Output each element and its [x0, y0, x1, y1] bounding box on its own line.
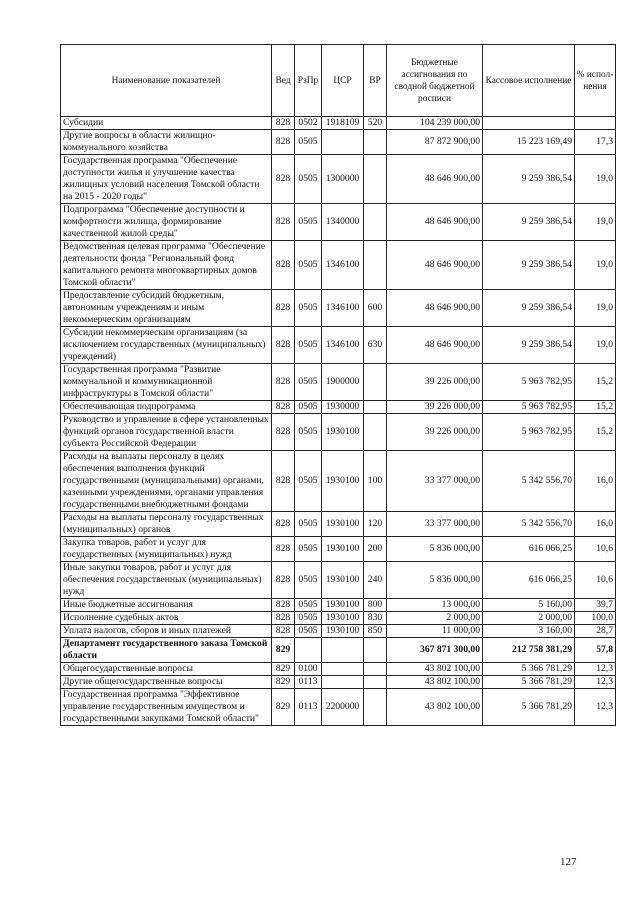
cell-pct: 19,0	[575, 327, 616, 364]
cell-vr: 520	[364, 117, 387, 130]
cell-pct: 16,0	[575, 512, 616, 537]
cell-cash: 9 259 386,54	[483, 290, 575, 327]
cell-budget: 39 226 000,00	[387, 401, 483, 414]
cell-ved: 828	[272, 290, 295, 327]
cell-name: Иные бюджетные ассигнования	[61, 599, 272, 612]
table-row	[61, 117, 616, 130]
cell-vr	[364, 689, 387, 726]
cell-vr	[364, 364, 387, 401]
cell-pct: 12,3	[575, 676, 616, 689]
cell-csr: 1346100	[322, 241, 364, 290]
cell-csr: 1930100	[322, 451, 364, 512]
table-row	[61, 689, 616, 726]
cell-name: Уплата налогов, сборов и иных платежей	[61, 625, 272, 638]
cell-cash: 5 963 782,95	[483, 401, 575, 414]
cell-pct: 57,8	[575, 638, 616, 663]
cell-csr: 1346100	[322, 327, 364, 364]
cell-name: Расходы на выплаты персоналу государственных (муниципальных) органов	[61, 512, 272, 537]
table-row	[61, 537, 616, 562]
cell-vr: 100	[364, 451, 387, 512]
cell-csr: 1930100	[322, 562, 364, 599]
cell-csr: 2200000	[322, 689, 364, 726]
cell-ved: 828	[272, 364, 295, 401]
cell-budget: 104 239 000,00	[387, 117, 483, 130]
table-row	[61, 562, 616, 599]
cell-ved: 828	[272, 562, 295, 599]
cell-vr: 240	[364, 562, 387, 599]
cell-csr: 1900000	[322, 364, 364, 401]
cell-rzpr: 0113	[295, 689, 322, 726]
cell-ved: 828	[272, 612, 295, 625]
cell-ved: 829	[272, 689, 295, 726]
cell-pct	[575, 117, 616, 130]
cell-budget: 13 000,00	[387, 599, 483, 612]
cell-cash: 15 223 169,49	[483, 130, 575, 155]
cell-pct: 12,3	[575, 689, 616, 726]
cell-name: Исполнение судебных актов	[61, 612, 272, 625]
cell-csr: 1930100	[322, 537, 364, 562]
cell-cash: 2 000,00	[483, 612, 575, 625]
cell-ved: 828	[272, 155, 295, 204]
cell-pct: 19,0	[575, 204, 616, 241]
cell-cash: 5 342 556,70	[483, 512, 575, 537]
cell-rzpr: 0505	[295, 451, 322, 512]
cell-name: Обеспечивающая подпрограмма	[61, 401, 272, 414]
cell-pct: 10,6	[575, 537, 616, 562]
cell-budget: 43 802 100,00	[387, 689, 483, 726]
cell-cash: 5 160,00	[483, 599, 575, 612]
cell-csr: 1930100	[322, 414, 364, 451]
cell-pct: 10,6	[575, 562, 616, 599]
table-row	[61, 612, 616, 625]
cell-rzpr: 0505	[295, 241, 322, 290]
cell-pct: 19,0	[575, 241, 616, 290]
cell-csr	[322, 663, 364, 676]
table-row	[61, 241, 616, 290]
header-csr: ЦСР	[322, 45, 364, 117]
cell-budget: 5 836 000,00	[387, 562, 483, 599]
cell-name: Другие общегосударственные вопросы	[61, 676, 272, 689]
header-row	[61, 45, 616, 117]
cell-name: Государственная программа "Развитие коммунальной и коммуникационной инфраструктуры в Томской области"	[61, 364, 272, 401]
cell-csr: 1346100	[322, 290, 364, 327]
cell-name: Государственная программа "Обеспечение доступности жилья и улучшение качества жилищных условий населения Томской области на 2015 - 2020 годы"	[61, 155, 272, 204]
header-pct: % испол-нения	[575, 45, 616, 117]
cell-csr: 1340000	[322, 204, 364, 241]
cell-pct: 28,7	[575, 625, 616, 638]
cell-vr	[364, 638, 387, 663]
cell-ved: 828	[272, 117, 295, 130]
cell-ved: 828	[272, 130, 295, 155]
cell-vr	[364, 663, 387, 676]
cell-name: Другие вопросы в области жилищно-коммунального хозяйства	[61, 130, 272, 155]
cell-ved: 828	[272, 204, 295, 241]
cell-pct: 19,0	[575, 290, 616, 327]
header-budget: Бюджетные ассигнования по сводной бюджетной росписи	[387, 45, 483, 117]
cell-cash: 9 259 386,54	[483, 155, 575, 204]
cell-pct: 15,2	[575, 401, 616, 414]
cell-cash: 5 963 782,95	[483, 364, 575, 401]
table-row	[61, 327, 616, 364]
table-row	[61, 625, 616, 638]
cell-cash: 9 259 386,54	[483, 241, 575, 290]
cell-budget: 48 646 900,00	[387, 155, 483, 204]
cell-budget: 43 802 100,00	[387, 676, 483, 689]
cell-ved: 828	[272, 512, 295, 537]
cell-name: Руководство и управление в сфере установленных функций органов государственной власти субъекта Российской Федерации	[61, 414, 272, 451]
table-row	[61, 364, 616, 401]
cell-name: Иные закупки товаров, работ и услуг для обеспечения государственных (муниципальных) нужд	[61, 562, 272, 599]
cell-vr	[364, 414, 387, 451]
cell-budget: 48 646 900,00	[387, 241, 483, 290]
cell-name: Предоставление субсидий бюджетным, автономным учреждениям и иным некоммерческим организациям	[61, 290, 272, 327]
cell-budget: 5 836 000,00	[387, 537, 483, 562]
table-row	[61, 451, 616, 512]
cell-vr	[364, 241, 387, 290]
cell-name: Субсидии	[61, 117, 272, 130]
cell-vr: 200	[364, 537, 387, 562]
header-vr: ВР	[364, 45, 387, 117]
cell-name: Закупка товаров, работ и услуг для государственных (муниципальных) нужд	[61, 537, 272, 562]
cell-vr: 850	[364, 625, 387, 638]
cell-name: Субсидии некоммерческим организациям (за исключением государственных (муниципальных) учреждений)	[61, 327, 272, 364]
cell-rzpr: 0505	[295, 512, 322, 537]
cell-cash: 5 366 781,29	[483, 676, 575, 689]
cell-csr: 1930100	[322, 599, 364, 612]
cell-vr: 600	[364, 290, 387, 327]
cell-budget: 87 872 900,00	[387, 130, 483, 155]
cell-pct: 15,2	[575, 364, 616, 401]
cell-ved: 828	[272, 241, 295, 290]
cell-rzpr: 0505	[295, 625, 322, 638]
table-row	[61, 663, 616, 676]
cell-rzpr: 0505	[295, 537, 322, 562]
cell-pct: 19,0	[575, 155, 616, 204]
cell-csr: 1300000	[322, 155, 364, 204]
header-cash: Кассовое исполнение	[483, 45, 575, 117]
cell-cash: 9 259 386,54	[483, 327, 575, 364]
cell-budget: 48 646 900,00	[387, 290, 483, 327]
cell-cash: 5 342 556,70	[483, 451, 575, 512]
cell-csr	[322, 638, 364, 663]
table-row	[61, 599, 616, 612]
cell-cash: 5 366 781,29	[483, 689, 575, 726]
cell-name: Подпрограмма "Обеспечение доступности и комфортности жилища, формирование качественной жилой среды"	[61, 204, 272, 241]
budget-execution-table	[60, 44, 616, 726]
cell-csr: 1918109	[322, 117, 364, 130]
cell-ved: 828	[272, 537, 295, 562]
cell-cash: 5 963 782,95	[483, 414, 575, 451]
cell-rzpr: 0505	[295, 130, 322, 155]
cell-name: Общегосударственные вопросы	[61, 663, 272, 676]
table-row	[61, 130, 616, 155]
cell-rzpr	[295, 638, 322, 663]
cell-pct: 17,3	[575, 130, 616, 155]
cell-rzpr: 0100	[295, 663, 322, 676]
table-row	[61, 204, 616, 241]
cell-ved: 829	[272, 676, 295, 689]
cell-csr	[322, 676, 364, 689]
cell-rzpr: 0505	[295, 401, 322, 414]
cell-csr	[322, 130, 364, 155]
cell-rzpr: 0113	[295, 676, 322, 689]
table-row	[61, 638, 616, 663]
cell-csr: 1930000	[322, 401, 364, 414]
cell-vr	[364, 676, 387, 689]
cell-name: Ведомственная целевая программа "Обеспечение деятельности фонда "Региональный фонд капитального ремонта многоквартирных домов Томской области"	[61, 241, 272, 290]
cell-pct: 12,3	[575, 663, 616, 676]
cell-ved: 829	[272, 638, 295, 663]
cell-cash: 9 259 386,54	[483, 204, 575, 241]
cell-cash	[483, 117, 575, 130]
cell-name: Департамент государственного заказа Томской области	[61, 638, 272, 663]
cell-vr	[364, 155, 387, 204]
cell-budget: 39 226 000,00	[387, 364, 483, 401]
table-row	[61, 676, 616, 689]
cell-csr: 1930100	[322, 625, 364, 638]
table-row	[61, 290, 616, 327]
table-body	[61, 117, 616, 726]
cell-pct: 15,2	[575, 414, 616, 451]
table-row	[61, 414, 616, 451]
cell-budget: 48 646 900,00	[387, 327, 483, 364]
cell-ved: 828	[272, 599, 295, 612]
cell-ved: 828	[272, 451, 295, 512]
cell-cash: 5 366 781,29	[483, 663, 575, 676]
cell-rzpr: 0505	[295, 364, 322, 401]
cell-cash: 212 758 381,29	[483, 638, 575, 663]
cell-rzpr: 0505	[295, 562, 322, 599]
cell-budget: 2 000,00	[387, 612, 483, 625]
cell-ved: 828	[272, 414, 295, 451]
cell-cash: 616 066,25	[483, 562, 575, 599]
cell-rzpr: 0505	[295, 155, 322, 204]
cell-budget: 11 000,00	[387, 625, 483, 638]
cell-csr: 1930100	[322, 612, 364, 625]
table-row	[61, 512, 616, 537]
header-rzpr: РзПр	[295, 45, 322, 117]
cell-cash: 3 160,00	[483, 625, 575, 638]
cell-rzpr: 0505	[295, 204, 322, 241]
cell-budget: 43 802 100,00	[387, 663, 483, 676]
cell-pct: 100,0	[575, 612, 616, 625]
cell-vr: 830	[364, 612, 387, 625]
cell-ved: 828	[272, 327, 295, 364]
cell-rzpr: 0505	[295, 612, 322, 625]
cell-budget: 367 871 300,00	[387, 638, 483, 663]
cell-ved: 828	[272, 401, 295, 414]
cell-rzpr: 0505	[295, 327, 322, 364]
cell-budget: 33 377 000,00	[387, 512, 483, 537]
cell-rzpr: 0505	[295, 290, 322, 327]
cell-vr: 630	[364, 327, 387, 364]
cell-vr: 800	[364, 599, 387, 612]
page-number: 127	[560, 856, 577, 868]
cell-rzpr: 0505	[295, 599, 322, 612]
table-row	[61, 401, 616, 414]
cell-vr	[364, 401, 387, 414]
header-ved: Вед	[272, 45, 295, 117]
cell-budget: 48 646 900,00	[387, 204, 483, 241]
cell-cash: 616 066,25	[483, 537, 575, 562]
cell-pct: 16,0	[575, 451, 616, 512]
cell-name: Расходы на выплаты персоналу в целях обеспечения выполнения функций государственными (муниципальными) органами, казенными учреждениями, органами управления государственными внебюджетными фондами	[61, 451, 272, 512]
cell-budget: 39 226 000,00	[387, 414, 483, 451]
table-row	[61, 155, 616, 204]
cell-rzpr: 0502	[295, 117, 322, 130]
cell-vr	[364, 204, 387, 241]
cell-ved: 828	[272, 625, 295, 638]
cell-vr	[364, 130, 387, 155]
cell-name: Государственная программа "Эффективное управление государственным имуществом и государственными закупками Томской области"	[61, 689, 272, 726]
cell-budget: 33 377 000,00	[387, 451, 483, 512]
header-name: Наименование показателей	[61, 45, 272, 117]
cell-pct: 39,7	[575, 599, 616, 612]
cell-csr: 1930100	[322, 512, 364, 537]
cell-rzpr: 0505	[295, 414, 322, 451]
cell-ved: 829	[272, 663, 295, 676]
cell-vr: 120	[364, 512, 387, 537]
